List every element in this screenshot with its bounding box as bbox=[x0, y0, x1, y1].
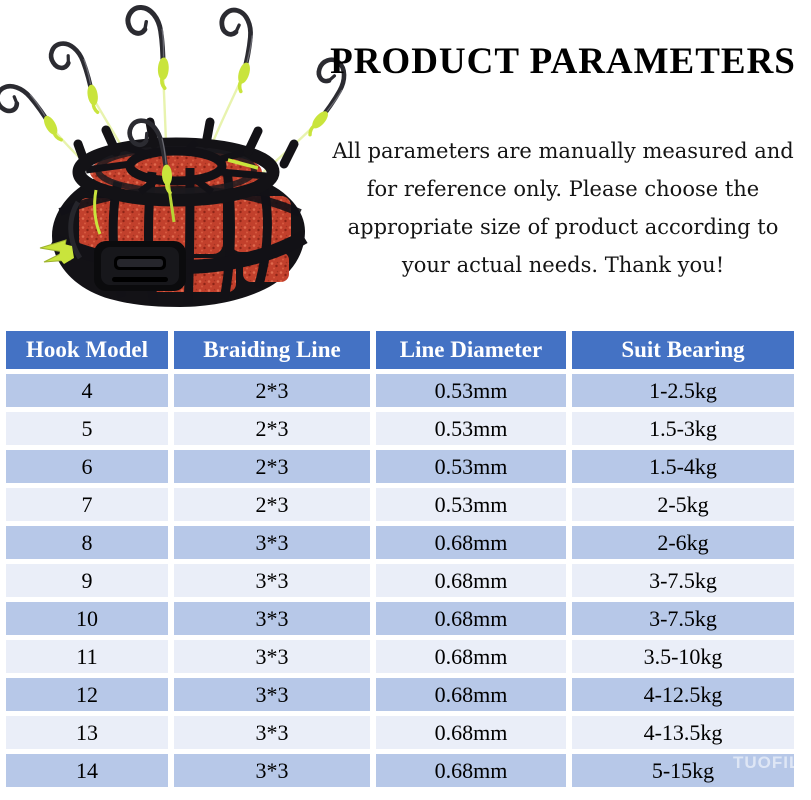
column-header: Suit Bearing bbox=[572, 331, 794, 369]
table-cell: 2*3 bbox=[174, 412, 370, 445]
table-row bbox=[6, 450, 794, 483]
table-row bbox=[6, 602, 794, 635]
cage-latch bbox=[94, 241, 186, 291]
table-cell: 0.68mm bbox=[376, 564, 566, 597]
table-cell: 3.5-10kg bbox=[572, 640, 794, 673]
table-cell: 11 bbox=[6, 640, 168, 673]
table-row bbox=[6, 754, 794, 787]
table-cell: 5-15kg bbox=[572, 754, 794, 787]
table-cell: 0.68mm bbox=[376, 526, 566, 559]
table-cell: 3*3 bbox=[174, 678, 370, 711]
table-cell: 8 bbox=[6, 526, 168, 559]
fish-hook-icon bbox=[211, 8, 261, 92]
description-line: All parameters are manually measured and bbox=[332, 139, 794, 163]
table-header-row bbox=[6, 331, 794, 369]
table-cell: 4-13.5kg bbox=[572, 716, 794, 749]
fish-hook-icon bbox=[48, 37, 103, 120]
table-cell: 0.68mm bbox=[376, 754, 566, 787]
description-line: your actual needs. Thank you! bbox=[401, 253, 725, 277]
table-row bbox=[6, 640, 794, 673]
table-row bbox=[6, 716, 794, 749]
column-header: Hook Model bbox=[6, 331, 168, 369]
table-row bbox=[6, 678, 794, 711]
table-row bbox=[6, 488, 794, 521]
fish-hook-icon bbox=[0, 75, 66, 158]
table-cell: 12 bbox=[6, 678, 168, 711]
table-cell: 5 bbox=[6, 412, 168, 445]
table-cell: 4-12.5kg bbox=[572, 678, 794, 711]
table-cell: 0.53mm bbox=[376, 412, 566, 445]
table-cell: 0.68mm bbox=[376, 602, 566, 635]
table-cell: 3*3 bbox=[174, 716, 370, 749]
product-photo bbox=[0, 0, 360, 330]
table-cell: 0.68mm bbox=[376, 640, 566, 673]
table-cell: 14 bbox=[6, 754, 168, 787]
table-cell: 3*3 bbox=[174, 754, 370, 787]
table-cell: 1.5-4kg bbox=[572, 450, 794, 483]
table-cell: 7 bbox=[6, 488, 168, 521]
table-cell: 10 bbox=[6, 602, 168, 635]
table-cell: 3*3 bbox=[174, 564, 370, 597]
table-cell: 13 bbox=[6, 716, 168, 749]
column-header: Line Diameter bbox=[376, 331, 566, 369]
description bbox=[326, 132, 800, 284]
table-row bbox=[6, 526, 794, 559]
table-cell: 0.68mm bbox=[376, 716, 566, 749]
table-row bbox=[6, 564, 794, 597]
table-cell: 2*3 bbox=[174, 450, 370, 483]
table-cell: 2*3 bbox=[174, 374, 370, 407]
table-row bbox=[6, 374, 794, 407]
table-cell: 0.53mm bbox=[376, 374, 566, 407]
table-cell: 3*3 bbox=[174, 602, 370, 635]
page-title: PRODUCT PARAMETERS bbox=[330, 41, 796, 82]
table-cell: 3-7.5kg bbox=[572, 602, 794, 635]
table-cell: 2*3 bbox=[174, 488, 370, 521]
table-cell: 2-6kg bbox=[572, 526, 794, 559]
description-line: appropriate size of product according to bbox=[347, 215, 779, 239]
table-cell: 3*3 bbox=[174, 526, 370, 559]
table-cell: 1.5-3kg bbox=[572, 412, 794, 445]
table-cell: 9 bbox=[6, 564, 168, 597]
parameters-table bbox=[0, 326, 800, 792]
watermark: TUOFILY bbox=[733, 753, 811, 772]
column-header: Braiding Line bbox=[174, 331, 370, 369]
table-cell: 0.53mm bbox=[376, 488, 566, 521]
table-cell: 0.53mm bbox=[376, 450, 566, 483]
fish-hook-icon bbox=[127, 6, 171, 91]
table-body bbox=[6, 374, 794, 787]
table-cell: 2-5kg bbox=[572, 488, 794, 521]
table-cell: 0.68mm bbox=[376, 678, 566, 711]
table-row bbox=[6, 412, 794, 445]
table-cell: 1-2.5kg bbox=[572, 374, 794, 407]
table-cell: 4 bbox=[6, 374, 168, 407]
table-cell: 3*3 bbox=[174, 640, 370, 673]
description-line: for reference only. Please choose the bbox=[366, 177, 760, 201]
table-cell: 6 bbox=[6, 450, 168, 483]
table-cell: 3-7.5kg bbox=[572, 564, 794, 597]
